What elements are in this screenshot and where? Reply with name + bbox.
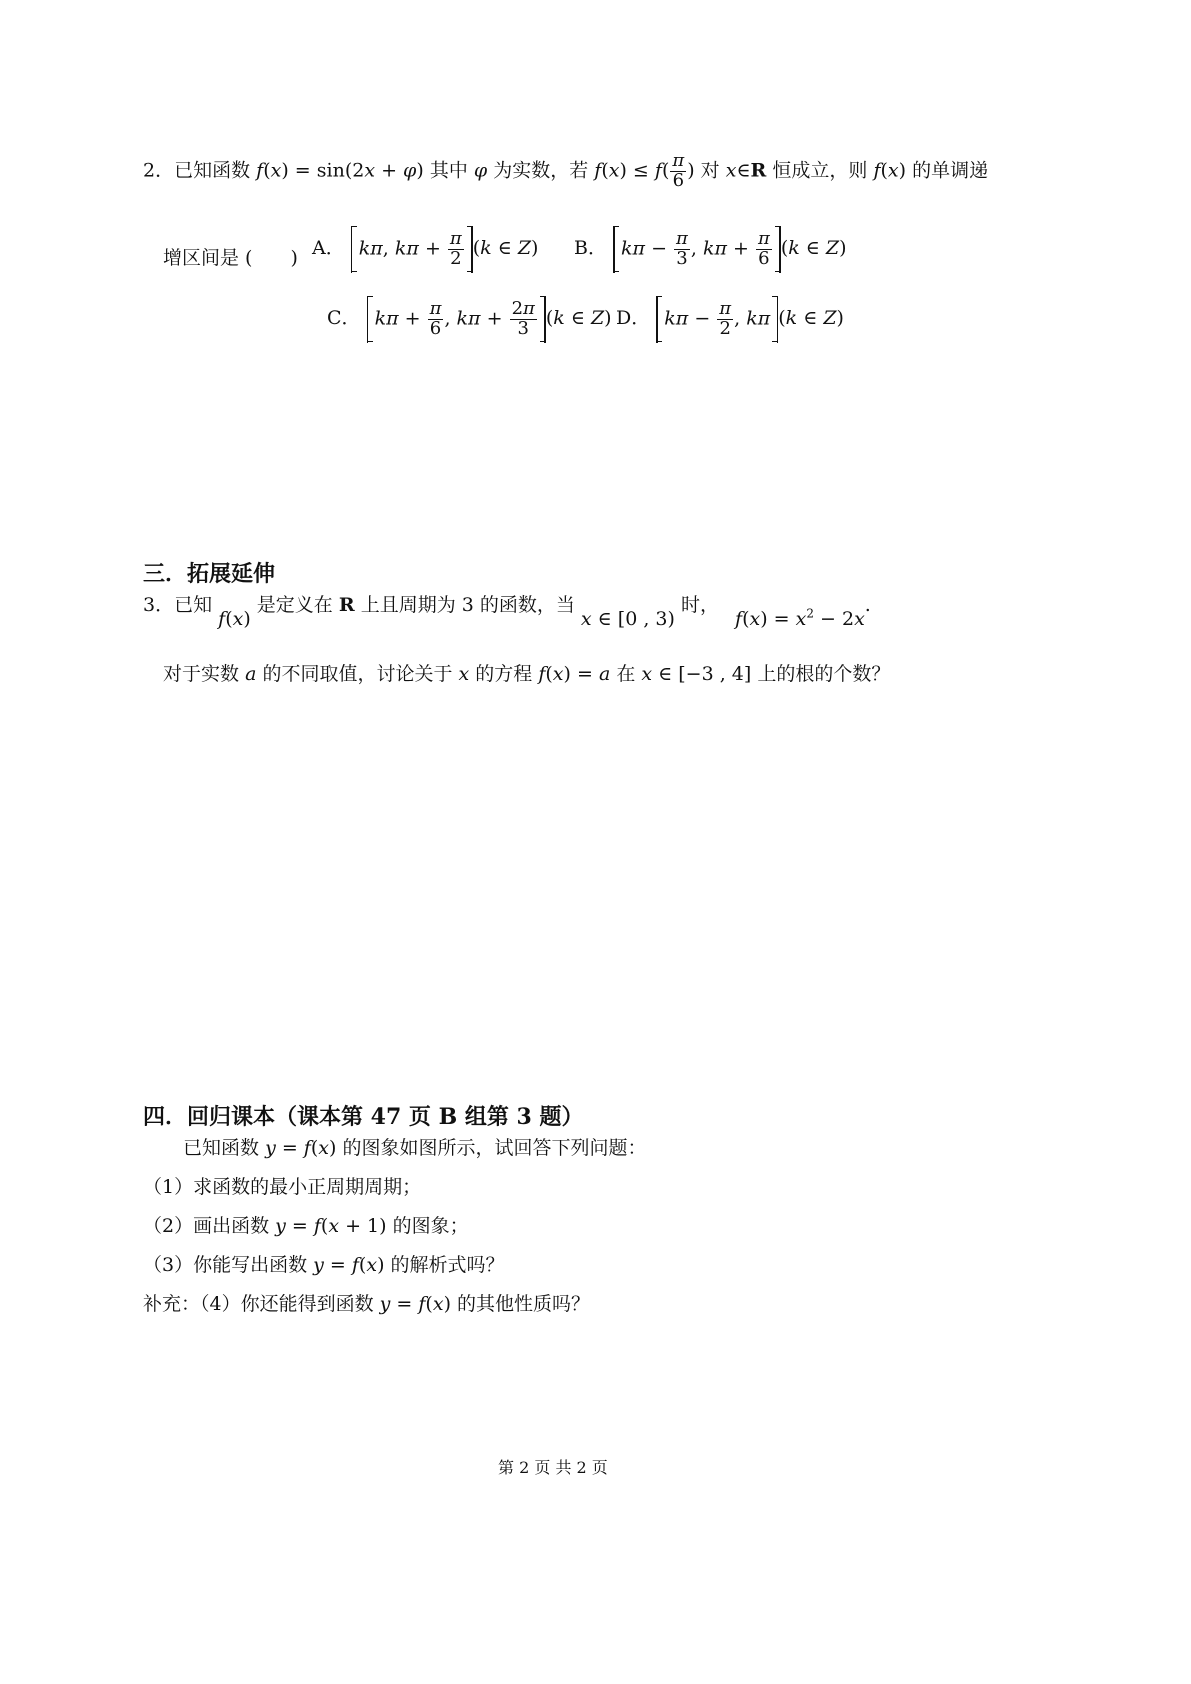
item-4: 补充：（4）你还能得到函数 y = f(x) 的其他性质吗？ (143, 1293, 591, 1315)
question-number: 2． (143, 159, 175, 182)
option-c-interval: kπ + $\frac{\pi}{6}$ , kπ + $\frac{2\pi}{3}$ (367, 296, 546, 342)
option-c: C． kπ + $\frac{\pi}{6}$ , kπ + $\frac{2\pi}{3}$ (k ∈ Z) (327, 296, 612, 342)
text: 补充：（4）你还能得到函数 (143, 1293, 374, 1315)
item-2: （2）画出函数 y = f(x + 1) 的图象； (143, 1215, 469, 1237)
option-d: D． kπ − $\frac{\pi}{2}$ , kπ (k ∈ Z) (616, 296, 844, 342)
option-d-label: D． (616, 307, 651, 329)
option-a: A． kπ, kπ + $\frac{\pi}{2}$ (k ∈ Z) (312, 226, 538, 272)
text: 已知函数 (174, 159, 251, 182)
option-b-label: B． (574, 237, 607, 259)
text: 对 (700, 159, 720, 182)
option-b-interval: kπ − $\frac{\pi}{3}$ , kπ + $\frac{\pi}{6}$ (613, 226, 781, 272)
text: 的其他性质吗？ (457, 1293, 591, 1315)
question-3-line-2: 对于实数 a 的不同取值，讨论关于 x 的方程 f(x) = a 在 x ∈ [−3 , 4] 上的根的个数？ (163, 663, 891, 685)
text: （2）画出函数 (143, 1215, 270, 1237)
text: 的图象； (392, 1215, 469, 1237)
option-a-label: A． (312, 237, 345, 259)
page-footer: 第 2 页 共 2 页 (498, 1458, 608, 1477)
item-3: （3）你能写出函数 y = f(x) 的解析式吗？ (143, 1254, 505, 1276)
question-2-line-1: 2．已知函数 f(x) = sin(2x + φ) 其中 φ 为实数，若 f(x) ≤ f( $\frac{\pi}{6}$ ) 对 x∈R 恒成立，则 f(x) 的单调递 (143, 150, 989, 191)
text: 3．已知 (143, 594, 213, 616)
text: 时， (680, 594, 719, 616)
item-1: （1）求函数的最小正周期周期； (143, 1176, 422, 1198)
question-2-line-2 (163, 243, 298, 270)
option-a-interval: kπ, kπ + $\frac{\pi}{2}$ (351, 226, 473, 272)
text: 对于实数 (163, 663, 240, 685)
text: 在 (616, 663, 636, 685)
formula-f: f (256, 159, 264, 182)
stem-text: 增区间是 ( ) (163, 247, 298, 269)
text: 的图象如图所示，试回答下列问题： (342, 1137, 647, 1159)
text: 上的根的个数？ (757, 663, 891, 685)
fraction-pi-6: $\frac{\pi}{6}$ (672, 150, 685, 191)
text: 其中 (429, 159, 468, 182)
section-4-intro: 已知函数 y = f(x) 的图象如图所示，试回答下列问题： (183, 1137, 647, 1159)
option-c-label: C． (327, 307, 361, 329)
text: 为实数，若 (493, 159, 589, 182)
text: 恒成立，则 (772, 159, 868, 182)
question-3-line-1: 3．已知 f(x) 是定义在 R 上且周期为 3 的函数，当 x ∈ [0 , 3) 时， $f(x) = x^2 - 2x$. (143, 594, 871, 630)
option-d-interval: kπ − $\frac{\pi}{2}$ , kπ (656, 296, 778, 342)
text: 的单调递 (912, 159, 989, 182)
text: 上且周期为 3 的函数，当 (360, 594, 575, 616)
option-b: B． kπ − $\frac{\pi}{3}$ , kπ + $\frac{\pi}{6}$ (k ∈ Z) (574, 226, 847, 272)
text: 是定义在 (256, 594, 333, 616)
text: 已知函数 (183, 1137, 260, 1159)
section-4-heading: 四．回归课本（课本第 47 页 B 组第 3 题） (143, 1104, 584, 1130)
text: 的方程 (475, 663, 533, 685)
text: 的解析式吗？ (390, 1254, 505, 1276)
text: （3）你能写出函数 (143, 1254, 308, 1276)
text: 的不同取值，讨论关于 (262, 663, 453, 685)
section-3-heading: 三．拓展延伸 (143, 561, 276, 587)
